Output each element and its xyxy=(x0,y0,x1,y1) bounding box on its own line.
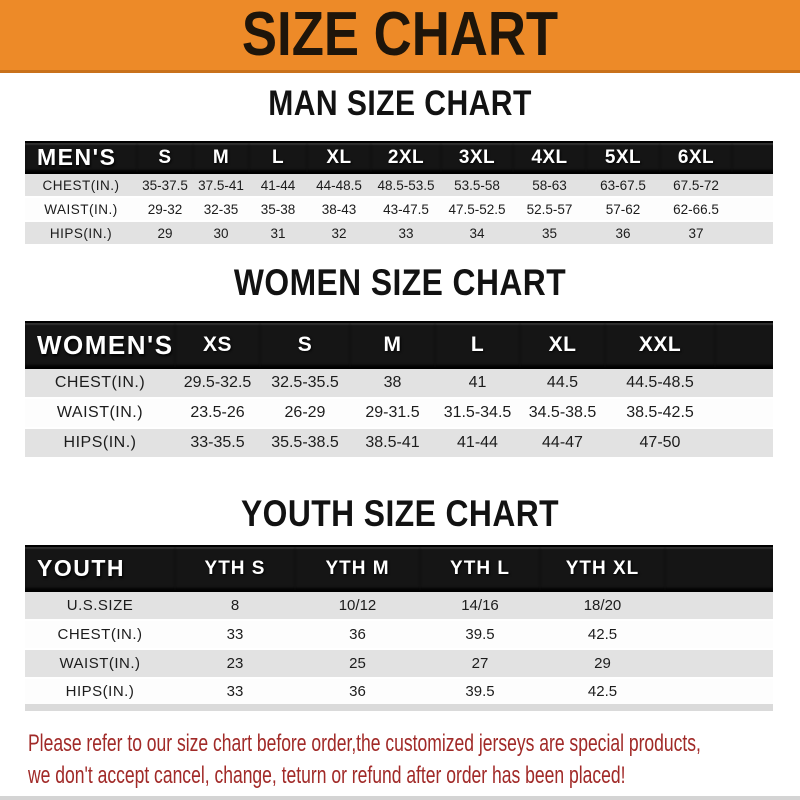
table-cell: 31.5-34.5 xyxy=(435,398,520,428)
table-cell: 44-47 xyxy=(520,428,605,458)
row-spacer xyxy=(732,197,773,221)
table-cell: 43-47.5 xyxy=(371,197,441,221)
row-spacer xyxy=(665,620,773,649)
table-cell: 32 xyxy=(307,221,371,245)
size-column-header: M xyxy=(193,142,249,173)
size-column-header: 3XL xyxy=(441,142,513,173)
size-table xyxy=(25,545,773,711)
table-row xyxy=(25,221,773,245)
table-cell: 32-35 xyxy=(193,197,249,221)
table-row xyxy=(25,649,773,678)
table-cell: 63-67.5 xyxy=(586,173,660,197)
table-corner-label: MEN'S xyxy=(25,142,137,173)
row-label-cell: HIPS(IN.) xyxy=(25,428,175,458)
table-cell: 39.5 xyxy=(420,620,540,649)
table-cell: 34.5-38.5 xyxy=(520,398,605,428)
table-cell: 58-63 xyxy=(513,173,586,197)
table-cell: 41-44 xyxy=(249,173,307,197)
row-spacer xyxy=(665,678,773,707)
table-cell: 29-32 xyxy=(137,197,193,221)
table-row xyxy=(25,591,773,620)
size-column-header: YTH XL xyxy=(540,546,665,591)
men-section-heading: MAN SIZE CHART xyxy=(268,84,532,123)
table-row xyxy=(25,368,773,398)
table-cell: 38.5-41 xyxy=(350,428,435,458)
table-cell: 35-37.5 xyxy=(137,173,193,197)
size-column-header: M xyxy=(350,322,435,368)
row-label-cell: CHEST(IN.) xyxy=(25,368,175,398)
table-cell: 44.5-48.5 xyxy=(605,368,715,398)
row-label-cell: WAIST(IN.) xyxy=(25,398,175,428)
row-label-cell: CHEST(IN.) xyxy=(25,620,175,649)
table-cell: 37.5-41 xyxy=(193,173,249,197)
row-label-cell: U.S.SIZE xyxy=(25,591,175,620)
size-column-header: YTH S xyxy=(175,546,295,591)
table-cell: 38 xyxy=(350,368,435,398)
table-cell: 39.5 xyxy=(420,678,540,707)
table-row xyxy=(25,398,773,428)
table-cell: 33-35.5 xyxy=(175,428,260,458)
table-cell: 38.5-42.5 xyxy=(605,398,715,428)
size-column-header: 6XL xyxy=(660,142,732,173)
table-cell: 35 xyxy=(513,221,586,245)
table-cell: 23.5-26 xyxy=(175,398,260,428)
table-cell: 42.5 xyxy=(540,620,665,649)
table-cell: 30 xyxy=(193,221,249,245)
table-cell: 35.5-38.5 xyxy=(260,428,350,458)
youth-section-heading: YOUTH SIZE CHART xyxy=(240,493,560,534)
row-spacer xyxy=(665,591,773,620)
table-cell: 44-48.5 xyxy=(307,173,371,197)
table-cell: 67.5-72 xyxy=(660,173,732,197)
women-size-table xyxy=(25,321,773,459)
size-table xyxy=(25,321,773,459)
table-cell: 10/12 xyxy=(295,591,420,620)
size-table xyxy=(25,141,773,246)
size-column-header: YTH L xyxy=(420,546,540,591)
table-cell: 18/20 xyxy=(540,591,665,620)
table-corner-label: YOUTH xyxy=(25,546,175,591)
table-row xyxy=(25,428,773,458)
row-spacer xyxy=(665,649,773,678)
table-cell: 33 xyxy=(371,221,441,245)
size-column-header: 5XL xyxy=(586,142,660,173)
row-spacer xyxy=(732,173,773,197)
table-cell: 34 xyxy=(441,221,513,245)
table-row xyxy=(25,197,773,221)
table-cell: 29 xyxy=(137,221,193,245)
table-cell: 42.5 xyxy=(540,678,665,707)
table-cell: 53.5-58 xyxy=(441,173,513,197)
row-spacer xyxy=(715,428,773,458)
table-cell: 36 xyxy=(295,678,420,707)
table-row xyxy=(25,678,773,707)
bottom-divider xyxy=(0,796,800,800)
table-row xyxy=(25,173,773,197)
row-spacer xyxy=(715,368,773,398)
table-row xyxy=(25,620,773,649)
size-column-header: 2XL xyxy=(371,142,441,173)
table-cell: 36 xyxy=(586,221,660,245)
table-header-row xyxy=(25,546,773,591)
size-column-header: L xyxy=(249,142,307,173)
table-cell: 27 xyxy=(420,649,540,678)
size-column-header: XXL xyxy=(605,322,715,368)
size-column-header: XL xyxy=(307,142,371,173)
youth-size-table xyxy=(25,545,773,711)
row-spacer xyxy=(715,398,773,428)
table-header-row xyxy=(25,142,773,173)
row-label-cell: HIPS(IN.) xyxy=(25,221,137,245)
table-cell: 44.5 xyxy=(520,368,605,398)
table-cell: 8 xyxy=(175,591,295,620)
table-cell: 33 xyxy=(175,678,295,707)
table-cell: 29.5-32.5 xyxy=(175,368,260,398)
table-cell: 47-50 xyxy=(605,428,715,458)
table-corner-label: WOMEN'S xyxy=(25,322,175,368)
table-cell: 35-38 xyxy=(249,197,307,221)
size-column-header: XL xyxy=(520,322,605,368)
table-cell: 62-66.5 xyxy=(660,197,732,221)
table-cell: 36 xyxy=(295,620,420,649)
table-cell: 48.5-53.5 xyxy=(371,173,441,197)
size-column-header: YTH M xyxy=(295,546,420,591)
row-label-cell: WAIST(IN.) xyxy=(25,649,175,678)
header-spacer xyxy=(732,142,773,173)
row-label-cell: CHEST(IN.) xyxy=(25,173,137,197)
table-cell: 25 xyxy=(295,649,420,678)
men-size-table xyxy=(25,141,773,246)
table-cell: 38-43 xyxy=(307,197,371,221)
table-cell: 32.5-35.5 xyxy=(260,368,350,398)
banner-title: SIZE CHART xyxy=(241,0,559,69)
table-cell: 31 xyxy=(249,221,307,245)
table-cell: 57-62 xyxy=(586,197,660,221)
table-cell: 29 xyxy=(540,649,665,678)
table-header-row xyxy=(25,322,773,368)
table-cell: 41 xyxy=(435,368,520,398)
disclaimer-line-1: Please refer to our size chart before order,the customized jerseys are special products, xyxy=(28,730,701,757)
table-cell: 41-44 xyxy=(435,428,520,458)
table-cell: 33 xyxy=(175,620,295,649)
table-cell: 23 xyxy=(175,649,295,678)
row-spacer xyxy=(732,221,773,245)
disclaimer-line-2: we don't accept cancel, change, teturn or refund after order has been placed! xyxy=(28,762,626,789)
women-section-heading: WOMEN SIZE CHART xyxy=(233,262,567,303)
size-column-header: XS xyxy=(175,322,260,368)
header-spacer xyxy=(665,546,773,591)
row-label-cell: WAIST(IN.) xyxy=(25,197,137,221)
size-column-header: 4XL xyxy=(513,142,586,173)
row-label-cell: HIPS(IN.) xyxy=(25,678,175,707)
table-cell: 29-31.5 xyxy=(350,398,435,428)
table-cell: 52.5-57 xyxy=(513,197,586,221)
size-column-header: L xyxy=(435,322,520,368)
size-chart-banner xyxy=(0,0,800,73)
size-column-header: S xyxy=(260,322,350,368)
table-cell: 47.5-52.5 xyxy=(441,197,513,221)
table-cell: 14/16 xyxy=(420,591,540,620)
table-cell: 37 xyxy=(660,221,732,245)
size-column-header: S xyxy=(137,142,193,173)
table-cell: 26-29 xyxy=(260,398,350,428)
header-spacer xyxy=(715,322,773,368)
